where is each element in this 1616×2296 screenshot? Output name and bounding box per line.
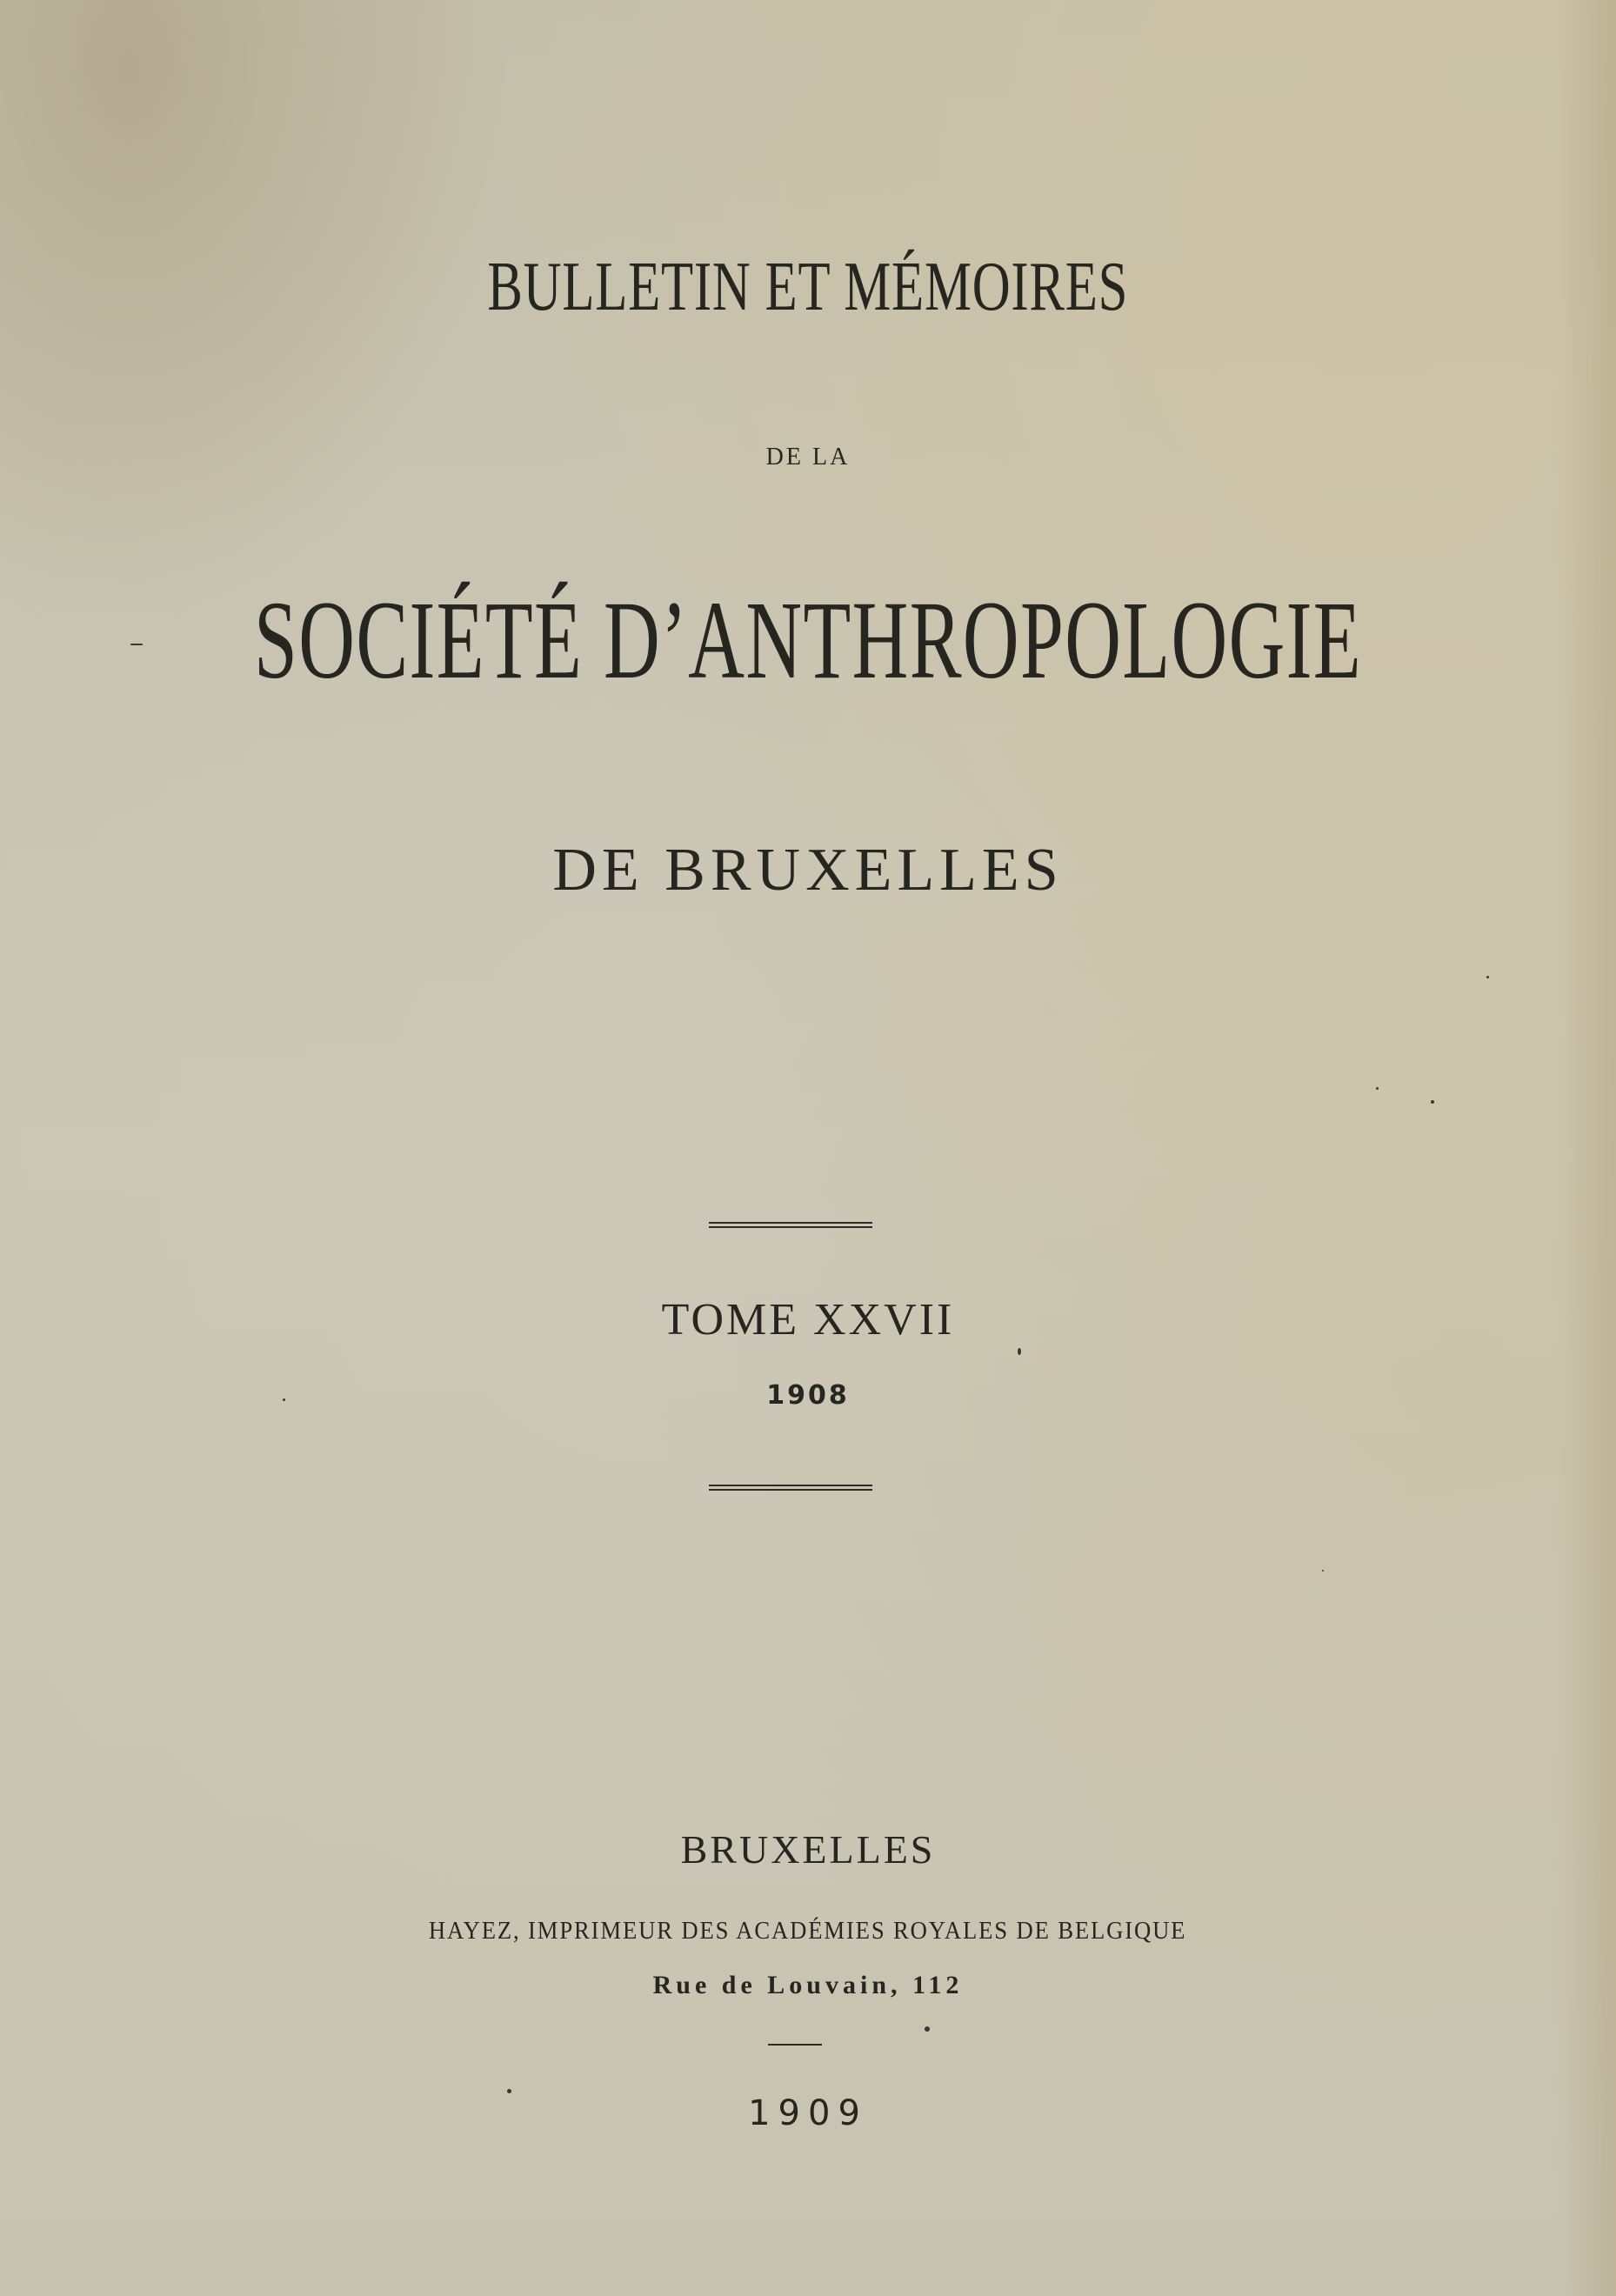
- title-societe-text: SOCIÉTÉ D’ANTHROPOLOGIE: [253, 578, 1363, 702]
- paper-speck: [1018, 1348, 1021, 1355]
- paper-speck: [1486, 976, 1489, 978]
- paper-speck: [1376, 1087, 1379, 1090]
- printer-address: Rue de Louvain, 112: [652, 1971, 964, 1999]
- page-edge-shading: [1555, 0, 1616, 2296]
- paper-speck: [283, 1398, 285, 1401]
- title-city: DE BRUXELLES: [552, 837, 1064, 904]
- printer-text: HAYEZ, IMPRIMEUR DES ACADÉMIES ROYALES DE BELGIQUE: [429, 1917, 1187, 1945]
- paper-speck: [1431, 1100, 1434, 1104]
- volume-label: TOME XXVII: [661, 1295, 955, 1345]
- title-connector: DE LA: [765, 444, 851, 471]
- paper-speck: [507, 2089, 511, 2093]
- double-rule-bottom: [709, 1485, 872, 1491]
- paper-speck: [1322, 1570, 1324, 1572]
- publisher-city: BRUXELLES: [680, 1827, 936, 1872]
- paper-speck: [925, 2026, 930, 2032]
- printer-line: [0, 1919, 1616, 1944]
- publication-year: 1909: [748, 2093, 868, 2133]
- title-societe: [0, 578, 1616, 702]
- paper-speck: [130, 644, 143, 645]
- title-bulletin-text: BULLETIN ET MÉMOIRES: [487, 249, 1129, 325]
- title-bulletin-et-memoires: [0, 249, 1616, 325]
- volume-year: 1908: [766, 1380, 850, 1411]
- short-rule: [768, 2044, 822, 2046]
- double-rule-top: [709, 1222, 872, 1228]
